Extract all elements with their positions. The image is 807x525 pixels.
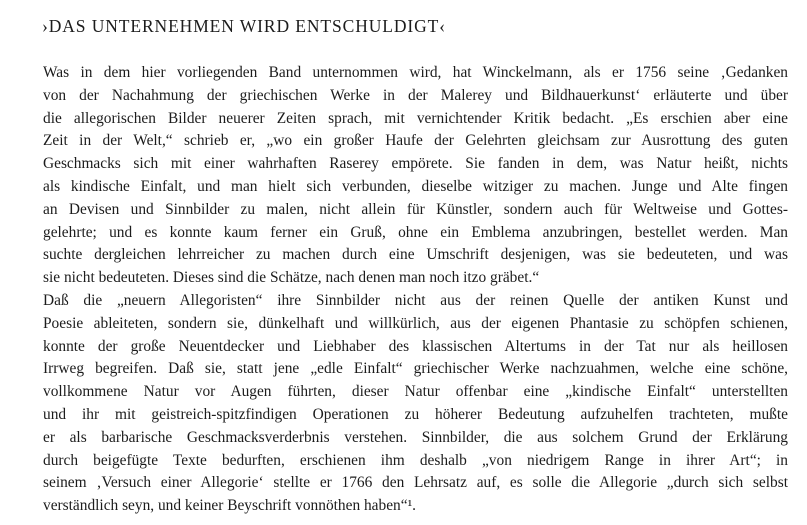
text-line: vollkommene Natur vor Augen führten, dieser Natur offenbar eine „kindische Einfalt“ unterstellten xyxy=(43,383,788,401)
text-line: als kindische Einfalt, und man hielt sich verbunden, dieselbe witziger zu machen. Junge und Alte fingen xyxy=(43,177,788,195)
text-line: Was in dem hier vorliegenden Band unternommen wird, hat Winckelmann, als er 1756 seine ‚Gedanken xyxy=(43,64,788,81)
text-line: die allegorischen Bilder neuerer Zeiten sprach, mit vernichtender Kritik bedacht. „Es erschien aber eine xyxy=(43,109,788,127)
text-line: gelehrte; und es konnte kaum ferner ein Gruß, ohne ein Emblema anzubringen, bestellet werden. Man xyxy=(43,223,788,241)
text-line: Geschmacks sich mit einer wahrhaften Raserey empörete. Sie fanden in dem, was Natur heißt, nichts xyxy=(43,155,788,173)
text-line: verständlich seyn, und keiner Beyschrift vonnöthen haben“¹. xyxy=(43,497,417,515)
text-line: Poesie ableiteten, sondern sie, dünkelhaft und willkürlich, aus der eigenen Phantasie zu schöpfen schienen, xyxy=(43,314,788,332)
paragraph xyxy=(23,290,788,518)
text-line: seinem ‚Versuch einer Allegorie‘ stellte er 1766 den Lehrsatz auf, es solle die Allegorie „durch sich selbst xyxy=(43,474,788,492)
text-line: an Devisen und Sinnbilder zu malen, nicht allein für Künstler, sondern auch für Weltweise und Gottes- xyxy=(43,200,788,218)
text-line: suchte dergleichen lehrreicher zu machen durch eine Umschrift desjenigen, was sie bedeuteten, und was xyxy=(43,246,788,264)
text-line: sie nicht bedeuteten. Dieses sind die Schätze, nach denen man noch itzo gräbet.“ xyxy=(43,269,540,287)
section-title: ›DAS UNTERNEHMEN WIRD ENTSCHULDIGT‹ xyxy=(42,16,446,36)
text-line: Zeit in der Welt,“ schrieb er, „wo ein großer Haufe der Gelehrten gleichsam zur Ausrottung des guten xyxy=(43,132,788,150)
text-line: durch beigefügte Texte bedurften, erschienen ihm deshalb „von niedrigem Range in ihrer Art“; in xyxy=(43,451,788,469)
text-line: Daß die „neuern Allegoristen“ ihre Sinnbilder nicht aus der reinen Quelle der antiken Kunst und xyxy=(43,291,788,309)
text-line: und ihr mit geistreich-spitzfindigen Operationen zu höherer Bedeutung aufzuhelfen trachteten, mußte xyxy=(43,405,788,423)
paragraph xyxy=(23,62,788,290)
text-line: Irrweg begreifen. Daß sie, statt jene „edle Einfalt“ griechischer Werke nachzuahmen, welche eine schöne, xyxy=(43,360,788,378)
text-line: von der Nachahmung der griechischen Werke in der Malerey und Bildhauerkunst‘ erläuterte und über xyxy=(43,86,788,104)
text-line: er als barbarische Geschmacksverderbnis verstehen. Sinnbilder, die aus solchem Grund der Erklärung xyxy=(43,428,788,446)
text-line: konnte der große Neuentdecker und Liebhaber des klassischen Altertums in der Tat nur als heillosen xyxy=(43,337,788,355)
document-body xyxy=(23,62,788,518)
